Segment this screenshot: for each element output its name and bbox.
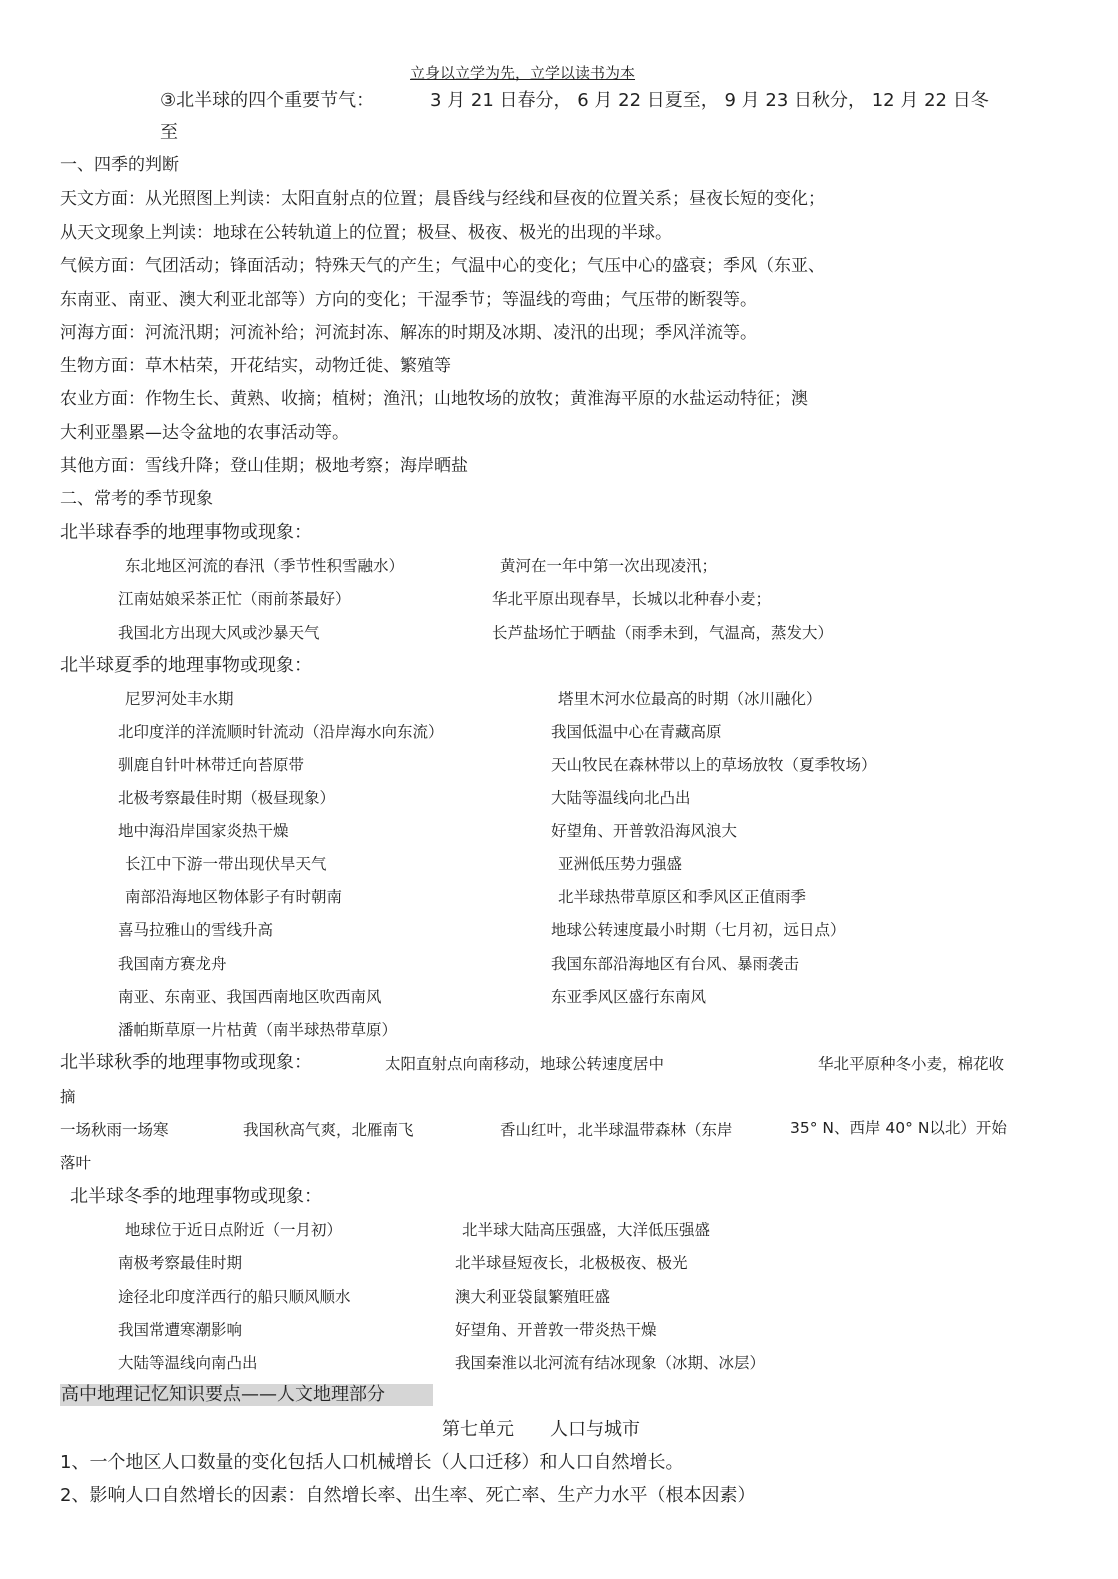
list-item: 南亚、东南亚、我国西南地区吹西南风: [118, 988, 382, 1006]
list-item: 东北地区河流的春汛（季节性积雪融水）: [125, 557, 405, 575]
list-item: 驯鹿自针叶林带迁向苔原带: [118, 756, 305, 774]
list-item: 潘帕斯草原一片枯黄（南半球热带草原）: [118, 1021, 398, 1039]
list-item: 大陆等温线向南凸出: [118, 1354, 258, 1372]
text-line: 2、影响人口自然增长的因素：自然增长率、出生率、死亡率、生产力水平（根本因素）: [60, 1485, 756, 1506]
list-item: 35° N、西岸 40° N以北）开始: [790, 1119, 1007, 1137]
text-line: 东南亚、南亚、澳大利亚北部等）方向的变化；干湿季节；等温线的弯曲；气压带的断裂等。: [60, 290, 757, 310]
text-line: 摘: [60, 1088, 76, 1106]
text-line: 气候方面：气团活动；锋面活动；特殊天气的产生；气温中心的变化；气压中心的盛衰；季风（东亚、: [60, 256, 825, 276]
list-item: 地球位于近日点附近（一月初）: [125, 1221, 343, 1239]
list-item: 好望角、开普敦沿海风浪大: [551, 822, 738, 840]
list-item: 南极考察最佳时期: [118, 1254, 243, 1272]
list-item: 北半球热带草原区和季风区正值雨季: [558, 888, 807, 906]
list-item: 喜马拉雅山的雪线升高: [118, 921, 274, 939]
season-heading-autumn: 北半球秋季的地理事物或现象：: [60, 1052, 312, 1073]
section-heading: 一、四季的判断: [60, 155, 179, 175]
text-line: 从天文现象上判读：地球在公转轨道上的位置；极昼、极夜、极光的出现的半球。: [60, 223, 672, 243]
list-item: 我国常遭寒潮影响: [118, 1321, 243, 1339]
text-line: 落叶: [60, 1154, 92, 1172]
text-line: 大利亚墨累—达令盆地的农事活动等。: [60, 423, 349, 443]
list-item: 华北平原种冬小麦，棉花收: [818, 1055, 1005, 1073]
text-line: 3 月 21 日春分， 6 月 22 日夏至， 9 月 23 日秋分， 12 月 22 日冬: [430, 90, 989, 111]
list-item: 北半球昼短夜长，北极极夜、极光: [455, 1254, 688, 1272]
page-header: 立身以立学为先，立学以读书为本: [410, 64, 636, 82]
list-item: 途径北印度洋西行的船只顺风顺水: [118, 1288, 351, 1306]
list-item: 地球公转速度最小时期（七月初，远日点）: [551, 921, 846, 939]
list-item: 我国秦淮以北河流有结冰现象（冰期、冰层）: [455, 1354, 766, 1372]
list-item: 澳大利亚袋鼠繁殖旺盛: [455, 1288, 611, 1306]
season-heading-summer: 北半球夏季的地理事物或现象：: [60, 655, 312, 676]
text-line: 农业方面：作物生长、黄熟、收摘；植树；渔汛；山地牧场的放牧；黄淮海平原的水盐运动特征；澳: [60, 389, 808, 409]
list-item: 我国秋高气爽，北雁南飞: [243, 1121, 414, 1139]
season-heading-spring: 北半球春季的地理事物或现象：: [60, 522, 312, 543]
list-item: 长江中下游一带出现伏旱天气: [125, 855, 327, 873]
list-item: 塔里木河水位最高的时期（冰川融化）: [558, 690, 822, 708]
text-line: 其他方面：雪线升降；登山佳期；极地考察；海岸晒盐: [60, 456, 468, 476]
list-item: 江南姑娘采茶正忙（雨前茶最好）: [118, 590, 351, 608]
list-item: 太阳直射点向南移动，地球公转速度居中: [385, 1055, 665, 1073]
text-line: ③北半球的四个重要节气：: [160, 90, 375, 111]
list-item: 我国北方出现大风或沙暴天气: [118, 624, 320, 642]
list-item: 一场秋雨一场寒: [60, 1121, 169, 1139]
season-heading-winter: 北半球冬季的地理事物或现象：: [70, 1186, 322, 1207]
list-item: 华北平原出现春旱，长城以北种春小麦；: [492, 590, 772, 608]
list-item: 好望角、开普敦一带炎热干燥: [455, 1321, 657, 1339]
list-item: 我国南方赛龙舟: [118, 955, 227, 973]
text-line: 河海方面：河流汛期；河流补给；河流封冻、解冻的时期及冰期、凌汛的出现；季风洋流等。: [60, 323, 757, 343]
list-item: 尼罗河处丰水期: [125, 690, 234, 708]
list-item: 大陆等温线向北凸出: [551, 789, 691, 807]
list-item: 天山牧民在森林带以上的草场放牧（夏季牧场）: [551, 756, 877, 774]
text-line: 生物方面：草木枯荣，开花结实，动物迁徙、繁殖等: [60, 356, 451, 376]
highlighted-heading: 高中地理记忆知识要点——人文地理部分: [60, 1384, 433, 1406]
list-item: 香山红叶，北半球温带森林（东岸: [500, 1121, 733, 1139]
list-item: 南部沿海地区物体影子有时朝南: [125, 888, 343, 906]
list-item: 东亚季风区盛行东南风: [551, 988, 707, 1006]
unit-title: 第七单元 人口与城市: [442, 1419, 640, 1440]
list-item: 北极考察最佳时期（极昼现象）: [118, 789, 336, 807]
text-line: 至: [160, 122, 178, 143]
list-item: 地中海沿岸国家炎热干燥: [118, 822, 289, 840]
text-line: 天文方面：从光照图上判读：太阳直射点的位置；晨昏线与经线和昼夜的位置关系；昼夜长短的变化；: [60, 189, 825, 209]
list-item: 北半球大陆高压强盛，大洋低压强盛: [462, 1221, 711, 1239]
list-item: 我国低温中心在青藏高原: [551, 723, 722, 741]
list-item: 黄河在一年中第一次出现凌汛；: [500, 557, 718, 575]
list-item: 长芦盐场忙于晒盐（雨季未到，气温高，蒸发大）: [492, 624, 834, 642]
text-line: 1、一个地区人口数量的变化包括人口机械增长（人口迁移）和人口自然增长。: [60, 1452, 684, 1473]
list-item: 我国东部沿海地区有台风、暴雨袭击: [551, 955, 800, 973]
list-item: 北印度洋的洋流顺时针流动（沿岸海水向东流）: [118, 723, 444, 741]
section-heading: 二、常考的季节现象: [60, 489, 213, 509]
list-item: 亚洲低压势力强盛: [558, 855, 683, 873]
